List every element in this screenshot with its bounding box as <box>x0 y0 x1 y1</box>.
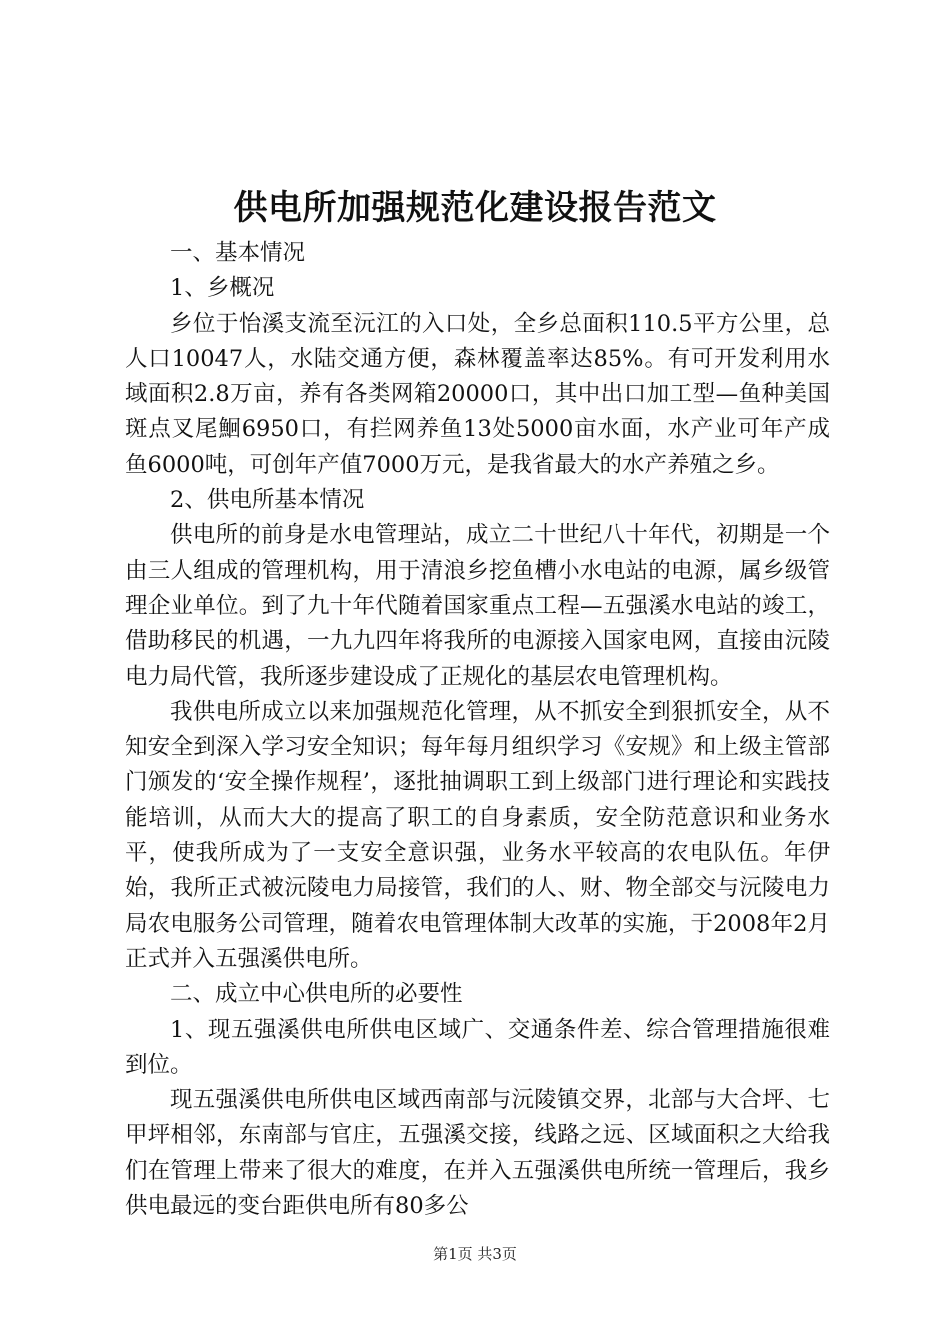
page-number-footer: 第1页 共3页 <box>433 1245 517 1263</box>
subsection-heading-township: 1、乡概况 <box>170 275 275 302</box>
section-heading-basic: 一、基本情况 <box>170 240 306 266</box>
paragraph-station-history: 供电所的前身是水电管理站，成立二十世纪八十年代，初期是一个由三人组成的管理机构，用于清浪乡挖鱼槽小水电站的电源，属乡级管理企业单位。到了九十年代随着国家重点工程—五强溪水电站的竣工，借助移民的机遇，一九九四年将我所的电源接入国家电网，直接由沅陵电力局代管，我所逐步建设成了正规化的基层农电管理机构。 <box>125 522 830 690</box>
document-body <box>125 236 830 1224</box>
paragraph-coverage-detail: 现五强溪供电所供电区域西南部与沅陵镇交界，北部与大合坪、七甲坪相邻，东南部与官庄，五强溪交接，线路之远、区域面积之大给我们在管理上带来了很大的难度，在并入五强溪供电所统一管理后，我乡供电最远的变台距供电所有80多公 <box>125 1087 830 1220</box>
section-heading-necessity: 二、成立中心供电所的必要性 <box>170 981 463 1008</box>
subsection-heading-coverage: 1、现五强溪供电所供电区域广、交通条件差、综合管理措施很难到位。 <box>125 1016 830 1078</box>
subsection-heading-station: 2、供电所基本情况 <box>170 487 365 514</box>
document-title: 供电所加强规范化建设报告范文 <box>233 188 717 228</box>
paragraph-station-management: 我供电所成立以来加强规范化管理，从不抓安全到狠抓安全，从不知安全到深入学习安全知识；每年每月组织学习《安规》和上级主管部门颁发的‘安全操作规程’，逐批抽调职工到上级部门进行理论和实践技能培训，从而大大的提高了职工的自身素质，安全防范意识和业务水平，使我所成为了一支安全意识强，业务水平较高的农电队伍。年伊始，我所正式被沅陵电力局接管，我们的人、财、物全部交与沅陵电力局农电服务公司管理，随着农电管理体制大改革的实施，于2008年2月正式并入五强溪供电所。 <box>125 698 830 972</box>
paragraph-township-overview: 乡位于怡溪支流至沅江的入口处，全乡总面积110.5平方公里，总人口10047人，水陆交通方便，森林覆盖率达85%。有可开发利用水域面积2.8万亩，养有各类网箱20000口，其中出口加工型—鱼种美国斑点叉尾鮰6950口，有拦网养鱼13处5000亩水面，水产业可年产成鱼6000吨，可创年产值7000万元，是我省最大的水产养殖之乡。 <box>125 310 830 478</box>
